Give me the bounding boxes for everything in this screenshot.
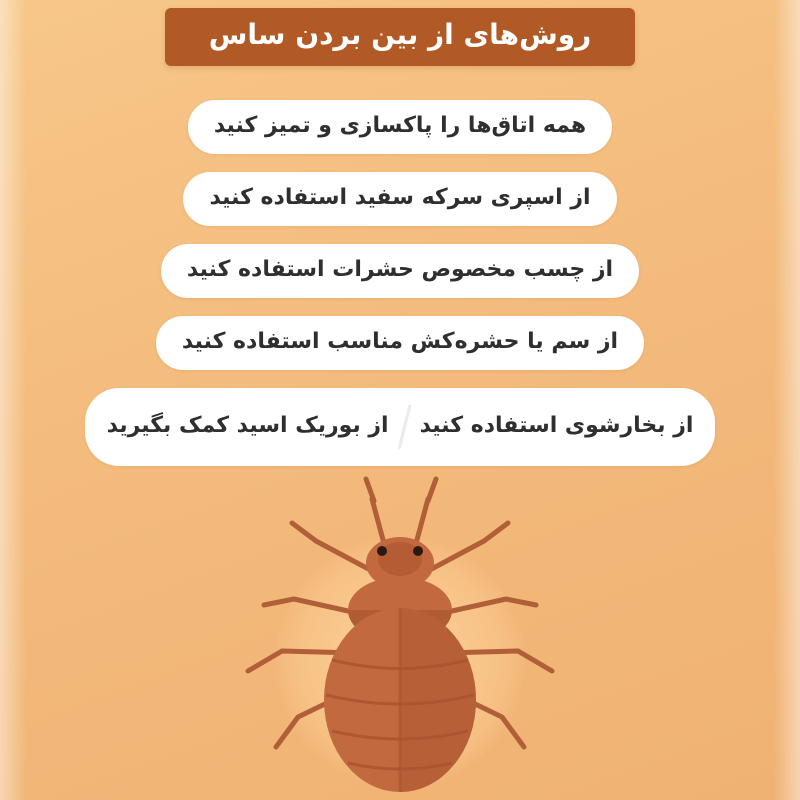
tip-label: از اسپری سرکه سفید استفاده کنید [209, 184, 591, 210]
tip-divider [397, 404, 411, 449]
tip-item-2 [183, 172, 616, 226]
tip-label: همه اتاق‌ها را پاکسازی و تمیز کنید [213, 112, 587, 138]
bug-illustration-stage [190, 455, 610, 800]
bed-bug-icon [190, 455, 610, 800]
tip-label-left: از بوریک اسید کمک بگیرید [106, 412, 389, 438]
page-title: روش‌های از بین بردن ساس [208, 18, 592, 51]
tips-list [0, 100, 800, 466]
tip-item-4 [156, 316, 644, 370]
tip-item-3 [161, 244, 639, 298]
tip-label: از سم یا حشره‌کش مناسب استفاده کنید [181, 328, 619, 354]
title-banner [165, 8, 635, 66]
tip-label: از چسب مخصوص حشرات استفاده کنید [186, 256, 614, 282]
tip-label-right: از بخارشوی استفاده کنید [419, 412, 694, 438]
tip-item-1 [188, 100, 612, 154]
